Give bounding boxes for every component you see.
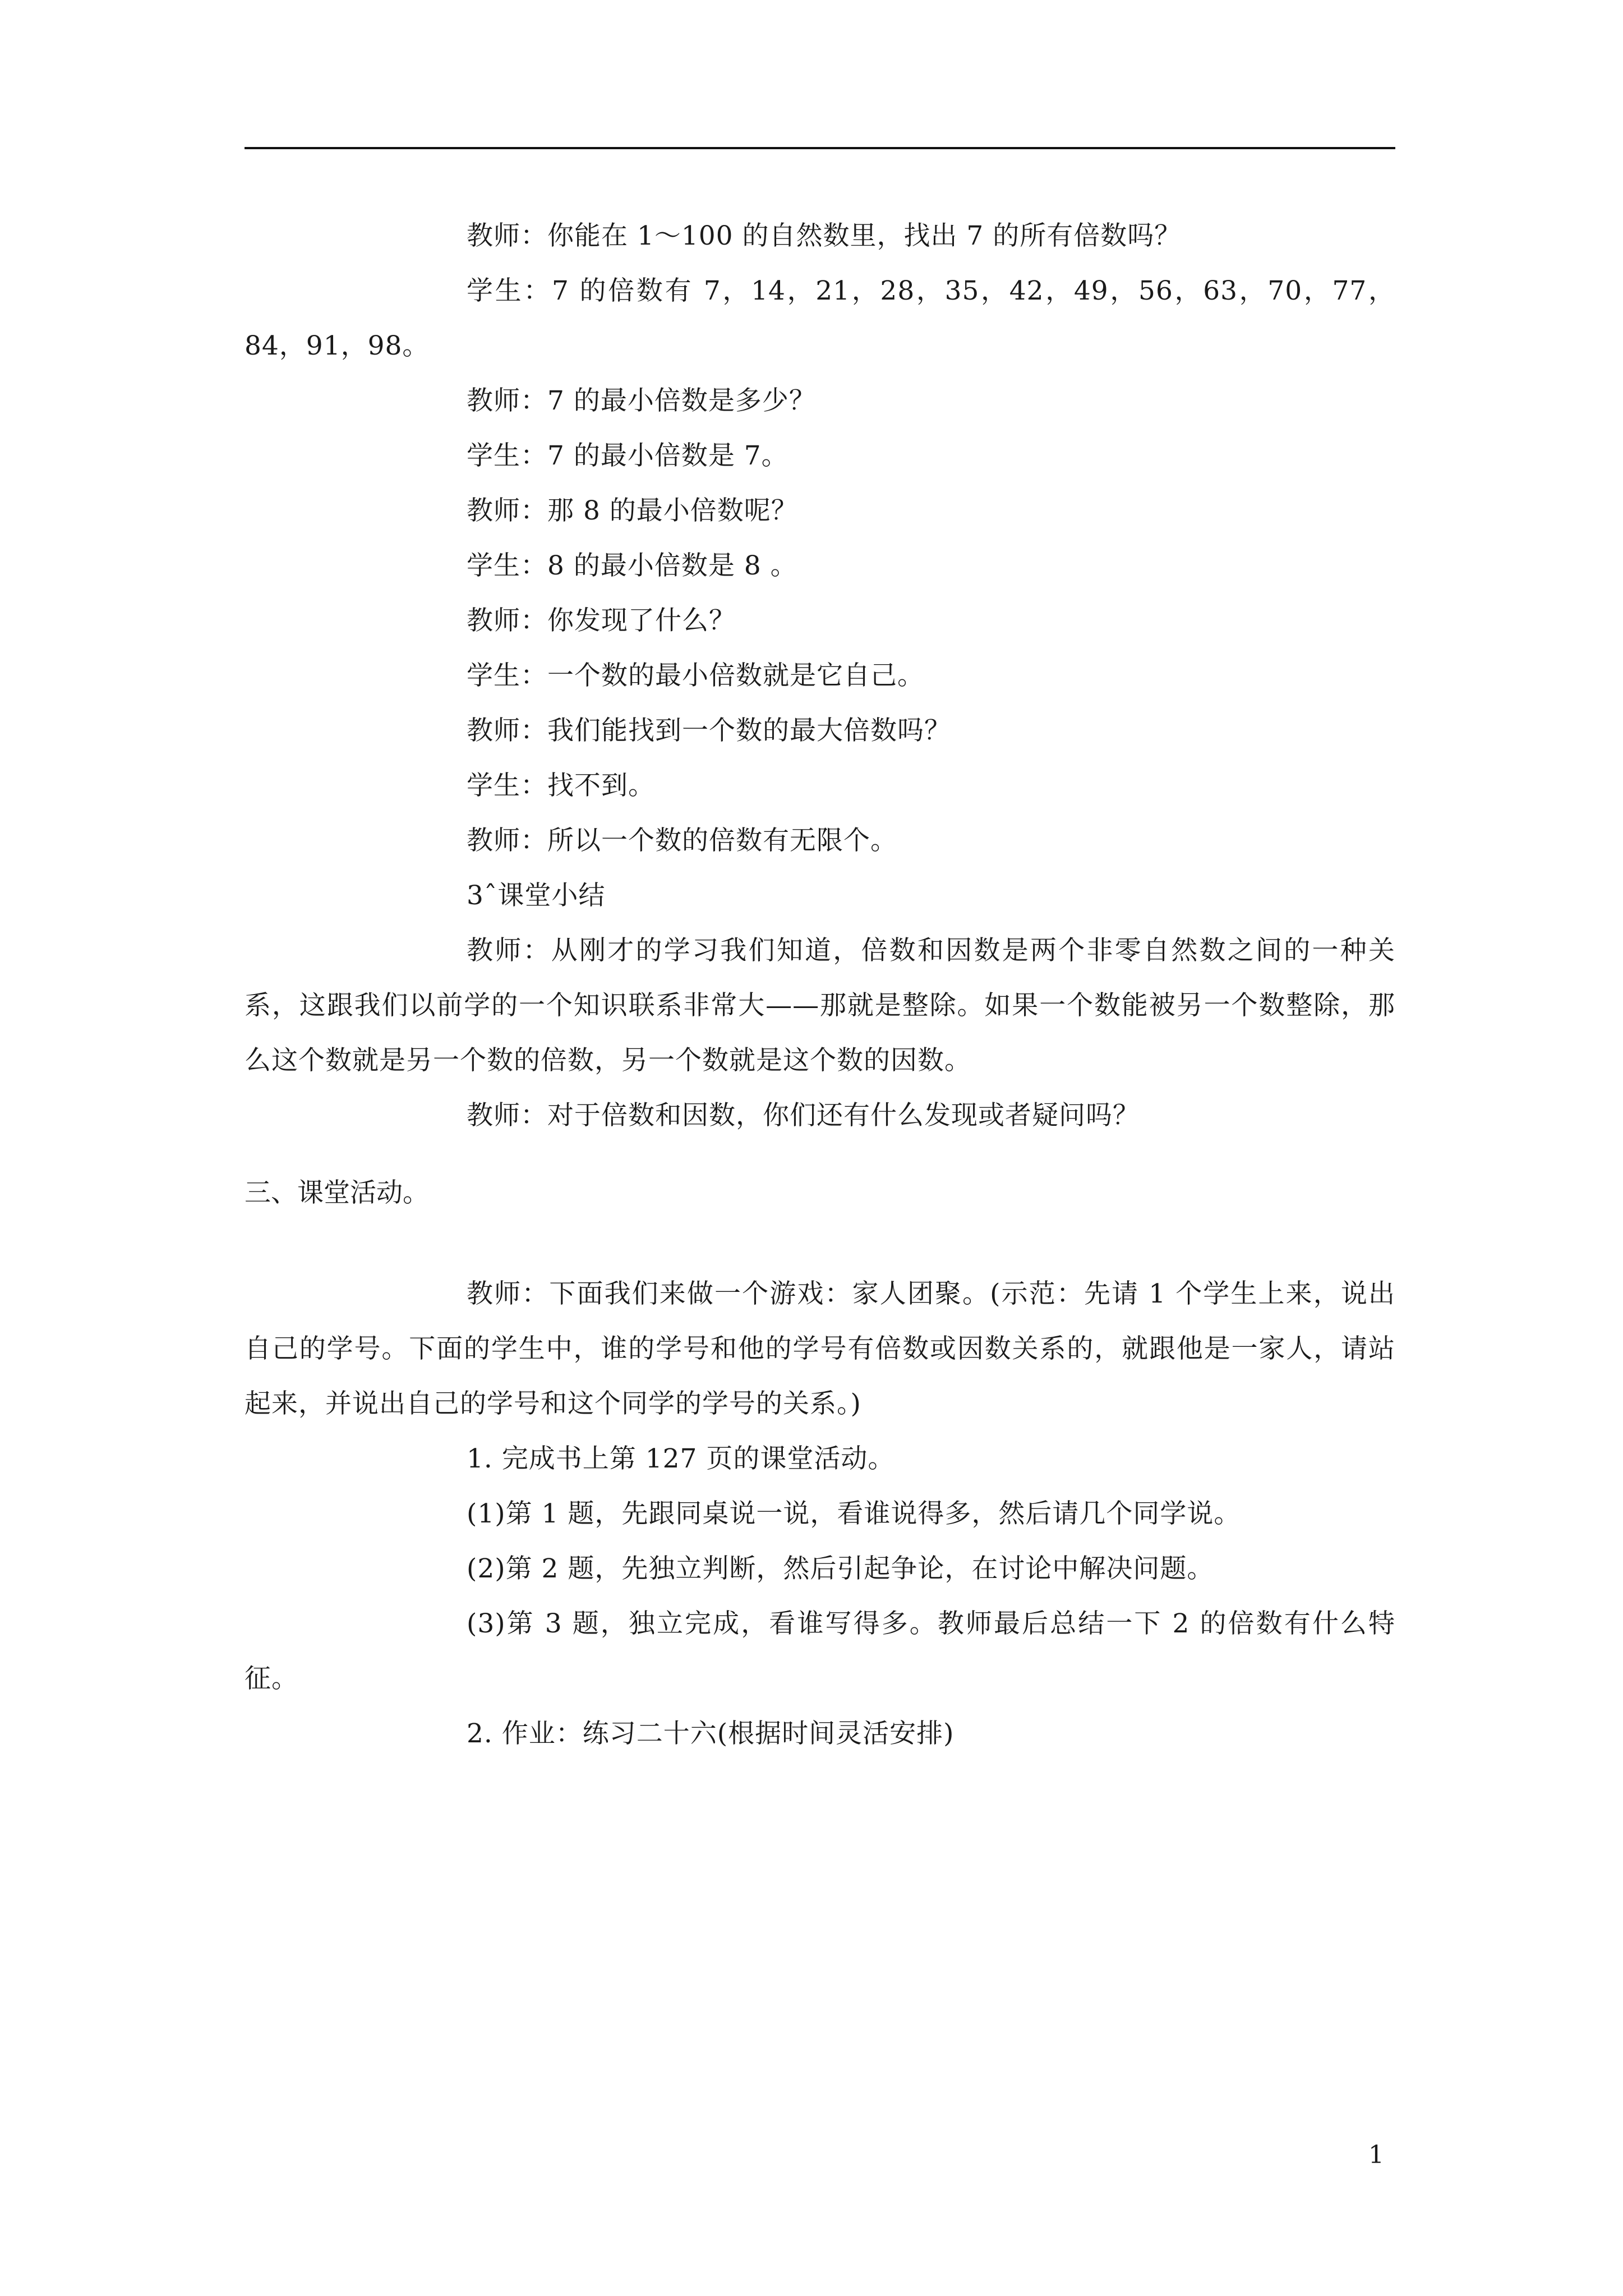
dialogue-line: 教师：那 8 的最小倍数呢？	[467, 495, 798, 526]
summary-paragraph: 教师：对于倍数和因数，你们还有什么发现或者疑问吗？	[467, 1100, 1140, 1131]
dialogue-line: 教师：7 的最小倍数是多少？	[467, 385, 816, 416]
dialogue-line: 教师：我们能找到一个数的最大倍数吗？	[467, 715, 951, 746]
page-number: 1	[1368, 2141, 1384, 2169]
summary-paragraph: 教师：从刚才的学习我们知道，倍数和因数是两个非零自然数之间的一种关系，这跟我们以前学的一个知识联系非常大——那就是整除。如果一个数能被另一个数整除，那么这个数就是另一个数的倍数，另一个数就是这个数的因数。	[245, 935, 1395, 1076]
dialogue-line: 学生：7 的最小倍数是 7。	[467, 440, 789, 471]
activity-item: (2)第 2 题，先独立判断，然后引起争论，在讨论中解决问题。	[467, 1553, 1214, 1584]
activity-item: 2. 作业：练习二十六(根据时间灵活安排)	[467, 1718, 955, 1749]
header-rule	[245, 147, 1395, 149]
section-heading: 三、课堂活动。	[245, 1177, 429, 1208]
dialogue-line: 教师：所以一个数的倍数有无限个。	[467, 825, 897, 856]
dialogue-line: 学生：8 的最小倍数是 8 。	[467, 550, 797, 581]
dialogue-line: 教师：你能在 1～100 的自然数里，找出 7 的所有倍数吗？	[467, 220, 1182, 251]
dialogue-line: 学生：找不到。	[467, 770, 655, 801]
activity-item: (1)第 1 题，先跟同桌说一说，看谁说得多，然后请几个同学说。	[467, 1498, 1241, 1529]
activity-item: 1. 完成书上第 127 页的课堂活动。	[467, 1443, 895, 1474]
dialogue-line: 学生：7 的倍数有 7，14，21，28，35，42，49，56，63，70，77，84，91，98。	[245, 275, 1395, 361]
activity-item: (3)第 3 题，独立完成，看谁写得多。教师最后总结一下 2 的倍数有什么特征。	[245, 1608, 1395, 1694]
activity-intro: 教师：下面我们来做一个游戏：家人团聚。(示范：先请 1 个学生上来，说出自己的学号。下面的学生中，谁的学号和他的学号有倍数或因数关系的，就跟他是一家人，请站起来，并说出自己的学号和这个同学的学号的关系。)	[245, 1278, 1395, 1419]
dialogue-line: 教师：你发现了什么？	[467, 605, 736, 636]
dialogue-line: 学生：一个数的最小倍数就是它自己。	[467, 660, 924, 691]
summary-heading: 3ˆ课堂小结	[467, 880, 606, 911]
document-body	[245, 209, 1395, 1761]
